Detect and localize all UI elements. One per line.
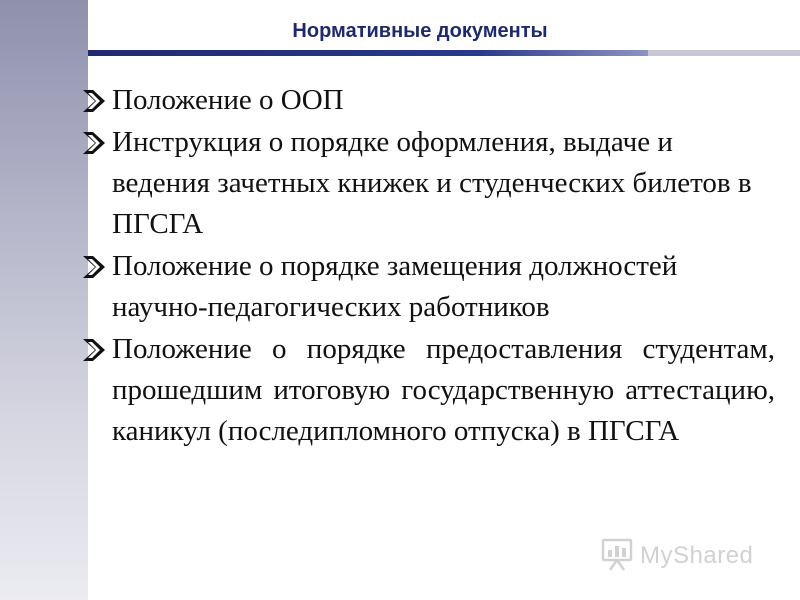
list-item-text: Положение о ООП [112, 84, 344, 116]
arrow-bullet-icon [80, 246, 110, 287]
arrow-bullet-icon [80, 329, 110, 370]
list-item [80, 122, 775, 245]
list-item-text: Положение о порядке замещения должностей научно-педагогических работников [112, 250, 678, 323]
arrow-bullet-icon [80, 122, 110, 163]
title-underline [88, 50, 800, 56]
title-underline-dark [88, 50, 648, 56]
watermark [600, 537, 753, 575]
list-item-text: Инструкция о порядке оформления, выдаче и ведения зачетных книжек и студенческих билетов в ПГСГА [112, 126, 752, 240]
left-decorative-strip [0, 0, 88, 600]
list-item-text: Положение о порядке предоставления студентам, прошедшим итоговую государственную аттестацию, каникул (последипломного отпуска) в ПГСГА [112, 333, 775, 447]
list-item [80, 329, 775, 452]
slide-title: Нормативные документы [292, 20, 548, 42]
list-item [80, 246, 775, 328]
watermark-text: MyShared [640, 542, 754, 569]
list-item [80, 80, 775, 121]
presentation-board-icon [600, 536, 634, 577]
bullet-list [80, 80, 775, 453]
arrow-bullet-icon [80, 80, 110, 121]
